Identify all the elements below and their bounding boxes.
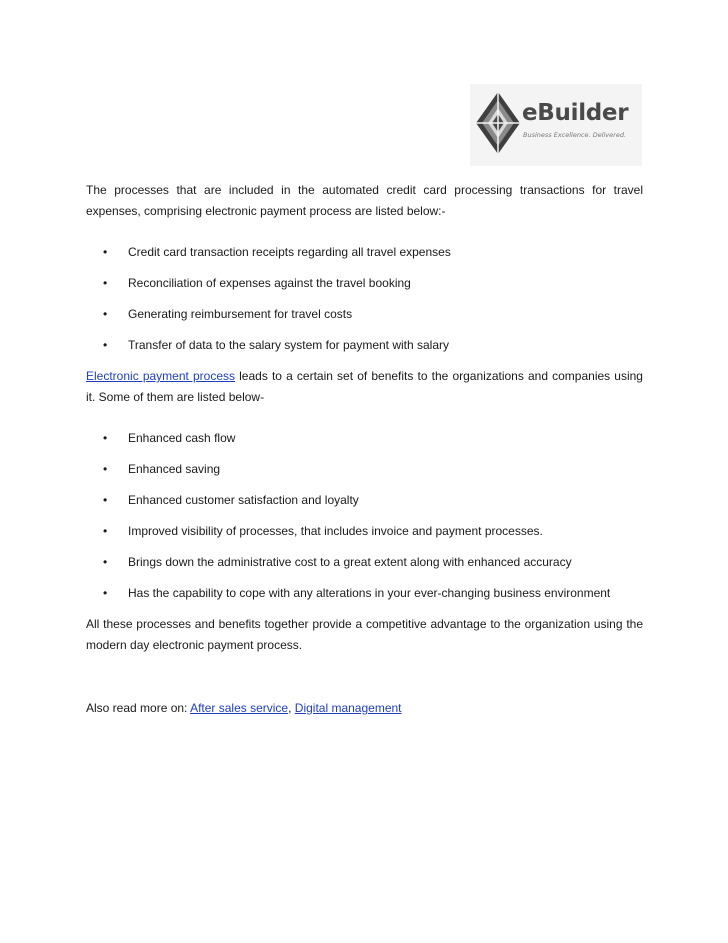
conclusion-line-1: All these processes and benefits together provide a competitive advantage to the organization using the [86, 617, 643, 631]
conclusion-line-2: modern day electronic payment process. [86, 638, 303, 652]
list-item: • Transfer of data to the salary system for payment with salary [86, 335, 643, 356]
benefits-intro-paragraph: Electronic payment process leads to a certain set of benefits to the organizations and companies using it. Some of them are listed below- [86, 366, 643, 408]
list-item: • Enhanced saving [86, 459, 643, 480]
ebuilder-logo [470, 84, 642, 166]
list-item: • Enhanced customer satisfaction and loyalty [86, 490, 643, 511]
document-body [86, 180, 643, 719]
bullet-icon: • [103, 493, 108, 507]
read-more-prefix: Also read more on: [86, 701, 191, 715]
benefit-list [86, 428, 643, 604]
list-item: • Generating reimbursement for travel costs [86, 304, 643, 325]
after-sales-service-link[interactable]: After sales service [190, 701, 289, 715]
list-item: • Has the capability to cope with any alterations in your ever-changing business environment [86, 583, 643, 604]
list-item: • Reconciliation of expenses against the travel booking [86, 273, 643, 294]
bullet-icon: • [103, 276, 108, 290]
logo-tagline: Business Excellence. Delivered. [523, 131, 627, 139]
bullet-icon: • [103, 586, 108, 600]
intro-line-1: The processes that are included in the automated credit card processing transactions for travel [86, 183, 643, 197]
bullet-icon: • [103, 555, 108, 569]
bullet-icon: • [103, 245, 108, 259]
list-item: • Credit card transaction receipts regarding all travel expenses [86, 242, 643, 263]
bullet-icon: • [103, 524, 108, 538]
electronic-payment-process-link[interactable]: Electronic payment process [86, 369, 235, 383]
intro-line-2: expenses, comprising electronic payment process are listed below:- [86, 204, 446, 218]
bullet-icon: • [103, 307, 108, 321]
process-list [86, 242, 643, 356]
intro-paragraph [86, 180, 643, 222]
digital-management-link[interactable]: Digital management [294, 701, 402, 715]
list-item: • Brings down the administrative cost to a great extent along with enhanced accuracy [86, 552, 643, 573]
benefits-intro-line-2: it. Some of them are listed below- [86, 390, 265, 404]
logo-brand-name: eBuilder [522, 100, 629, 126]
ebuilder-diamond-icon [474, 90, 522, 156]
list-item: • Enhanced cash flow [86, 428, 643, 449]
read-more-paragraph: Also read more on: After sales service, Digital management [86, 701, 402, 715]
list-item: • Improved visibility of processes, that includes invoice and payment processes. [86, 521, 643, 542]
bullet-icon: • [103, 338, 108, 352]
bullet-icon: • [103, 431, 108, 445]
bullet-icon: • [103, 462, 108, 476]
conclusion-paragraph [86, 614, 643, 656]
